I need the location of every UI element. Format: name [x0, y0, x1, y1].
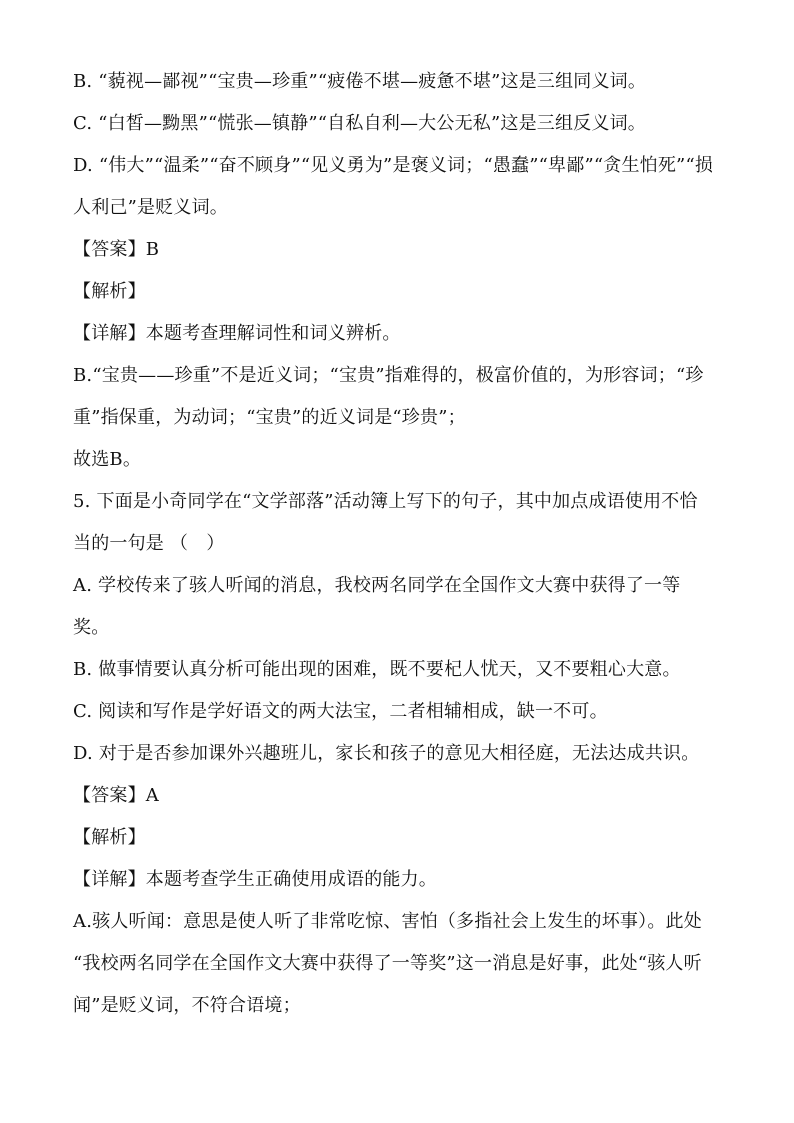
option-b-line-2: B. 做事情要认真分析可能出现的困难，既不要杞人忧天，又不要粗心大意。	[73, 659, 681, 680]
option-b-line: B. “藐视—鄙视”“宝贵—珍重”“疲倦不堪—疲惫不堪”这是三组同义词。	[73, 71, 647, 92]
choice-line: 故选B。	[73, 449, 142, 470]
answer-label: 【答案】B	[73, 239, 160, 260]
explanation-line-2-cont-2: 闻”是贬义词，不符合语境；	[73, 995, 301, 1016]
explanation-line-cont: 重”指保重，为动词；“宝贵”的近义词是“珍贵”；	[73, 407, 466, 428]
option-a-line: A. 学校传来了骇人听闻的消息，我校两名同学在全国作文大赛中获得了一等	[73, 575, 681, 596]
detail-line: 【详解】本题考查理解词性和词义辨析。	[73, 323, 401, 344]
option-d-line: D. “伟大”“温柔”“奋不顾身”“见义勇为”是褒义词；“愚蠢”“卑鄙”“贪生怕死”“损	[73, 155, 714, 176]
analysis-label-2: 【解析】	[73, 827, 146, 848]
analysis-label: 【解析】	[73, 281, 146, 302]
answer-label-2: 【答案】A	[73, 785, 159, 806]
explanation-line-2: A.骇人听闻：意思是使人听了非常吃惊、害怕（多指社会上发生的坏事）。此处	[73, 911, 702, 932]
detail-line-2: 【详解】本题考查学生正确使用成语的能力。	[73, 869, 437, 890]
question-5-line: 5. 下面是小奇同学在“文学部落”活动簿上写下的句子，其中加点成语使用不恰	[73, 491, 698, 512]
option-d-line-2: D. 对于是否参加课外兴趣班儿，家长和孩子的意见大相径庭，无法达成共识。	[73, 743, 700, 764]
question-5-line-cont: 当的一句是 （ ）	[73, 533, 225, 554]
option-d-line-cont: 人利己”是贬义词。	[73, 197, 229, 218]
option-c-line: C. “白皙—黝黑”“慌张—镇静”“自私自利—大公无私”这是三组反义词。	[73, 113, 646, 134]
option-a-line-cont: 奖。	[73, 617, 110, 638]
explanation-line: B.“宝贵——珍重”不是近义词；“宝贵”指难得的，极富价值的，为形容词；“珍	[73, 365, 704, 386]
explanation-line-2-cont: “我校两名同学在全国作文大赛中获得了一等奖”这一消息是好事，此处“骇人听	[73, 953, 702, 974]
option-c-line-2: C. 阅读和写作是学好语文的两大法宝，二者相辅相成，缺一不可。	[73, 701, 608, 722]
